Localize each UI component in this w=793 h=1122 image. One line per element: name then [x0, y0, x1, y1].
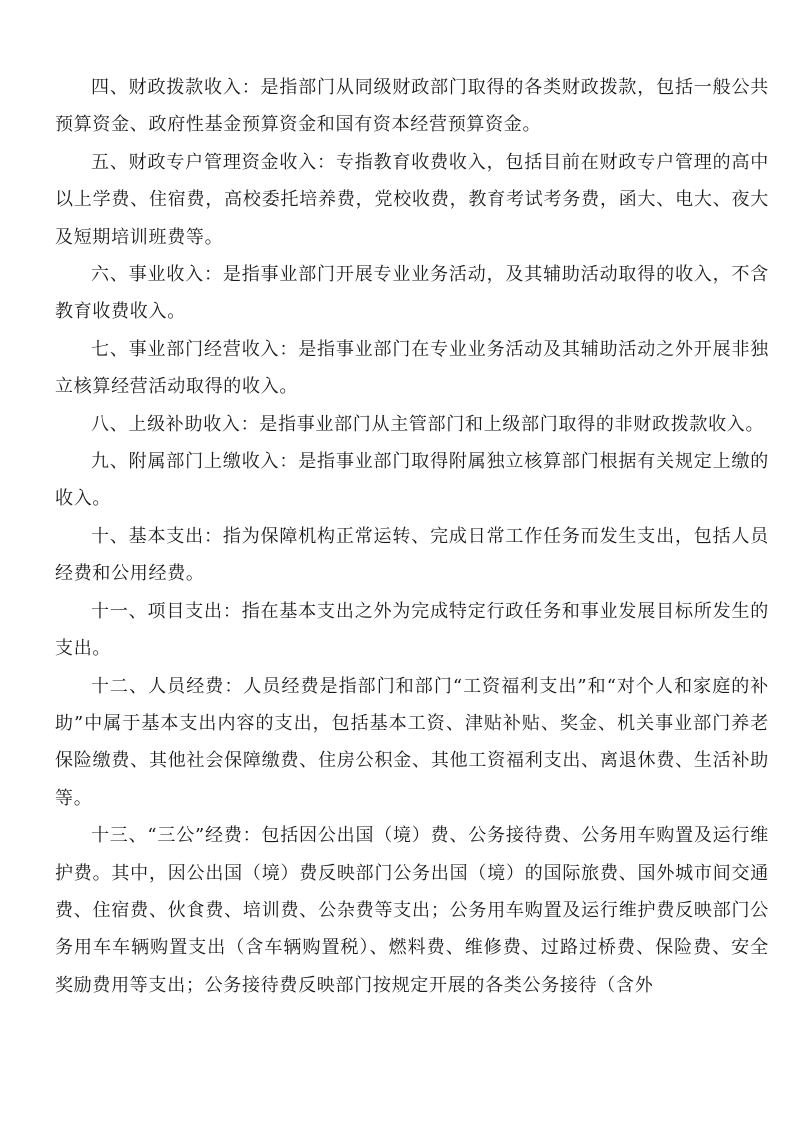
document-body: [55, 69, 769, 1004]
paragraph-affiliated-unit-remittance-income: 九、附属部门上缴收入：是指事业部门取得附属独立核算部门根据有关规定上缴的收入。: [55, 451, 769, 510]
paragraph-business-income: 六、事业收入：是指事业部门开展专业业务活动，及其辅助活动取得的收入，不含教育收费收入。: [55, 264, 769, 323]
paragraph-personnel-expenses: 十二、人员经费：人员经费是指部门和部门“工资福利支出”和“对个人和家庭的补助”中属于基本支出内容的支出，包括基本工资、津贴补贴、奖金、机关事业部门养老保险缴费、其他社会保障缴费、住房公积金、其他工资福利支出、离退休费、生活补助等。: [55, 675, 769, 809]
paragraph-financial-appropriation-income: 四、财政拨款收入：是指部门从同级财政部门取得的各类财政拨款，包括一般公共预算资金、政府性基金预算资金和国有资本经营预算资金。: [55, 77, 769, 136]
paragraph-business-operating-income: 七、事业部门经营收入：是指事业部门在专业业务活动及其辅助活动之外开展非独立核算经营活动取得的收入。: [55, 338, 769, 398]
paragraph-basic-expenditure: 十、基本支出：指为保障机构正常运转、完成日常工作任务而发生支出，包括人员经费和公用经费。: [55, 525, 769, 585]
paragraph-special-account-fund-income: 五、财政专户管理资金收入：专指教育收费收入，包括目前在财政专户管理的高中以上学费、住宿费，高校委托培养费，党校收费，教育考试考务费，函大、电大、夜大及短期培训班费等。: [55, 151, 769, 248]
paragraph-project-expenditure: 十一、项目支出：指在基本支出之外为完成特定行政任务和事业发展目标所发生的支出。: [55, 600, 769, 660]
paragraph-superior-subsidy-income: 八、上级补助收入：是指事业部门从主管部门和上级部门取得的非财政拨款收入。: [91, 413, 765, 435]
paragraph-three-public-expenses: 十三、“三公”经费：包括因公出国（境）费、公务接待费、公务用车购置及运行维护费。其中，因公出国（境）费反映部门公务出国（境）的国际旅费、国外城市间交通费、住宿费、伙食费、培训费、公杂费等支出；公务用车购置及运行维护费反映部门公务用车车辆购置支出（含车辆购置税）、燃料费、维修费、过路过桥费、保险费、安全奖励费用等支出；公务接待费反映部门按规定开展的各类公务接待（含外: [55, 825, 769, 996]
